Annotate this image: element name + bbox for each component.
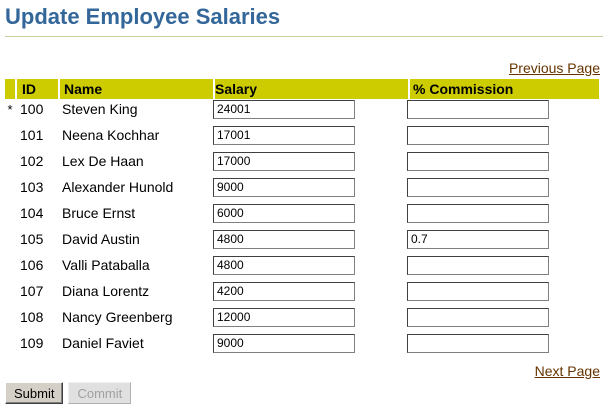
employee-id: 109 bbox=[20, 335, 44, 351]
table-row bbox=[5, 122, 601, 148]
employee-name: Nancy Greenberg bbox=[62, 309, 173, 325]
employee-id: 104 bbox=[20, 205, 44, 221]
table-row bbox=[5, 278, 601, 304]
employee-id: 102 bbox=[20, 153, 44, 169]
table-row bbox=[5, 200, 601, 226]
salary-input[interactable] bbox=[213, 334, 355, 353]
employee-id: 105 bbox=[20, 231, 44, 247]
table-row bbox=[5, 174, 601, 200]
employee-id: 101 bbox=[20, 127, 44, 143]
title-divider bbox=[5, 36, 603, 37]
commission-input[interactable] bbox=[407, 334, 549, 353]
employee-name: Alexander Hunold bbox=[62, 179, 174, 195]
salary-table bbox=[5, 79, 601, 356]
table-body bbox=[5, 96, 601, 356]
next-page-link[interactable]: Next Page bbox=[534, 363, 600, 379]
commission-input[interactable] bbox=[407, 126, 549, 145]
column-header-commission: % Commission bbox=[410, 79, 599, 99]
commit-button: Commit bbox=[68, 382, 131, 404]
table-row bbox=[5, 226, 601, 252]
salary-input[interactable] bbox=[213, 256, 355, 275]
salary-input[interactable] bbox=[213, 178, 355, 197]
commission-input[interactable] bbox=[407, 230, 549, 249]
employee-name: Lex De Haan bbox=[62, 153, 144, 169]
salary-input[interactable] bbox=[213, 230, 355, 249]
employee-name: Daniel Faviet bbox=[62, 335, 144, 351]
employee-name: David Austin bbox=[62, 231, 140, 247]
table-row bbox=[5, 148, 601, 174]
table-row bbox=[5, 96, 601, 122]
commission-input[interactable] bbox=[407, 178, 549, 197]
employee-name: Bruce Ernst bbox=[62, 205, 136, 221]
salary-input[interactable] bbox=[213, 308, 355, 327]
employee-id: 108 bbox=[20, 309, 44, 325]
commission-input[interactable] bbox=[407, 100, 549, 119]
table-row bbox=[5, 252, 601, 278]
salary-input[interactable] bbox=[213, 282, 355, 301]
salary-input[interactable] bbox=[213, 100, 355, 119]
page-title: Update Employee Salaries bbox=[5, 4, 281, 29]
employee-id: 103 bbox=[20, 179, 44, 195]
salary-input[interactable] bbox=[213, 152, 355, 171]
table-row bbox=[5, 304, 601, 330]
previous-page-link[interactable]: Previous Page bbox=[508, 60, 600, 76]
employee-name: Diana Lorentz bbox=[62, 283, 150, 299]
commission-input[interactable] bbox=[407, 308, 549, 327]
commission-input[interactable] bbox=[407, 204, 549, 223]
employee-name: Steven King bbox=[62, 101, 138, 117]
employee-id: 106 bbox=[20, 257, 44, 273]
action-buttons bbox=[5, 382, 131, 404]
employee-id: 100 bbox=[20, 101, 44, 117]
table-row bbox=[5, 330, 601, 356]
salary-input[interactable] bbox=[213, 204, 355, 223]
column-header-salary: Salary bbox=[215, 79, 408, 99]
employee-name: Neena Kochhar bbox=[62, 127, 160, 143]
employee-name: Valli Pataballa bbox=[62, 257, 150, 273]
submit-button[interactable]: Submit bbox=[5, 382, 63, 404]
column-header-id: ID bbox=[17, 79, 58, 99]
commission-input[interactable] bbox=[407, 256, 549, 275]
commission-input[interactable] bbox=[407, 152, 549, 171]
column-header-name: Name bbox=[60, 79, 213, 99]
employee-id: 107 bbox=[20, 283, 44, 299]
current-row-marker: * bbox=[7, 101, 13, 117]
commission-input[interactable] bbox=[407, 282, 549, 301]
salary-input[interactable] bbox=[213, 126, 355, 145]
